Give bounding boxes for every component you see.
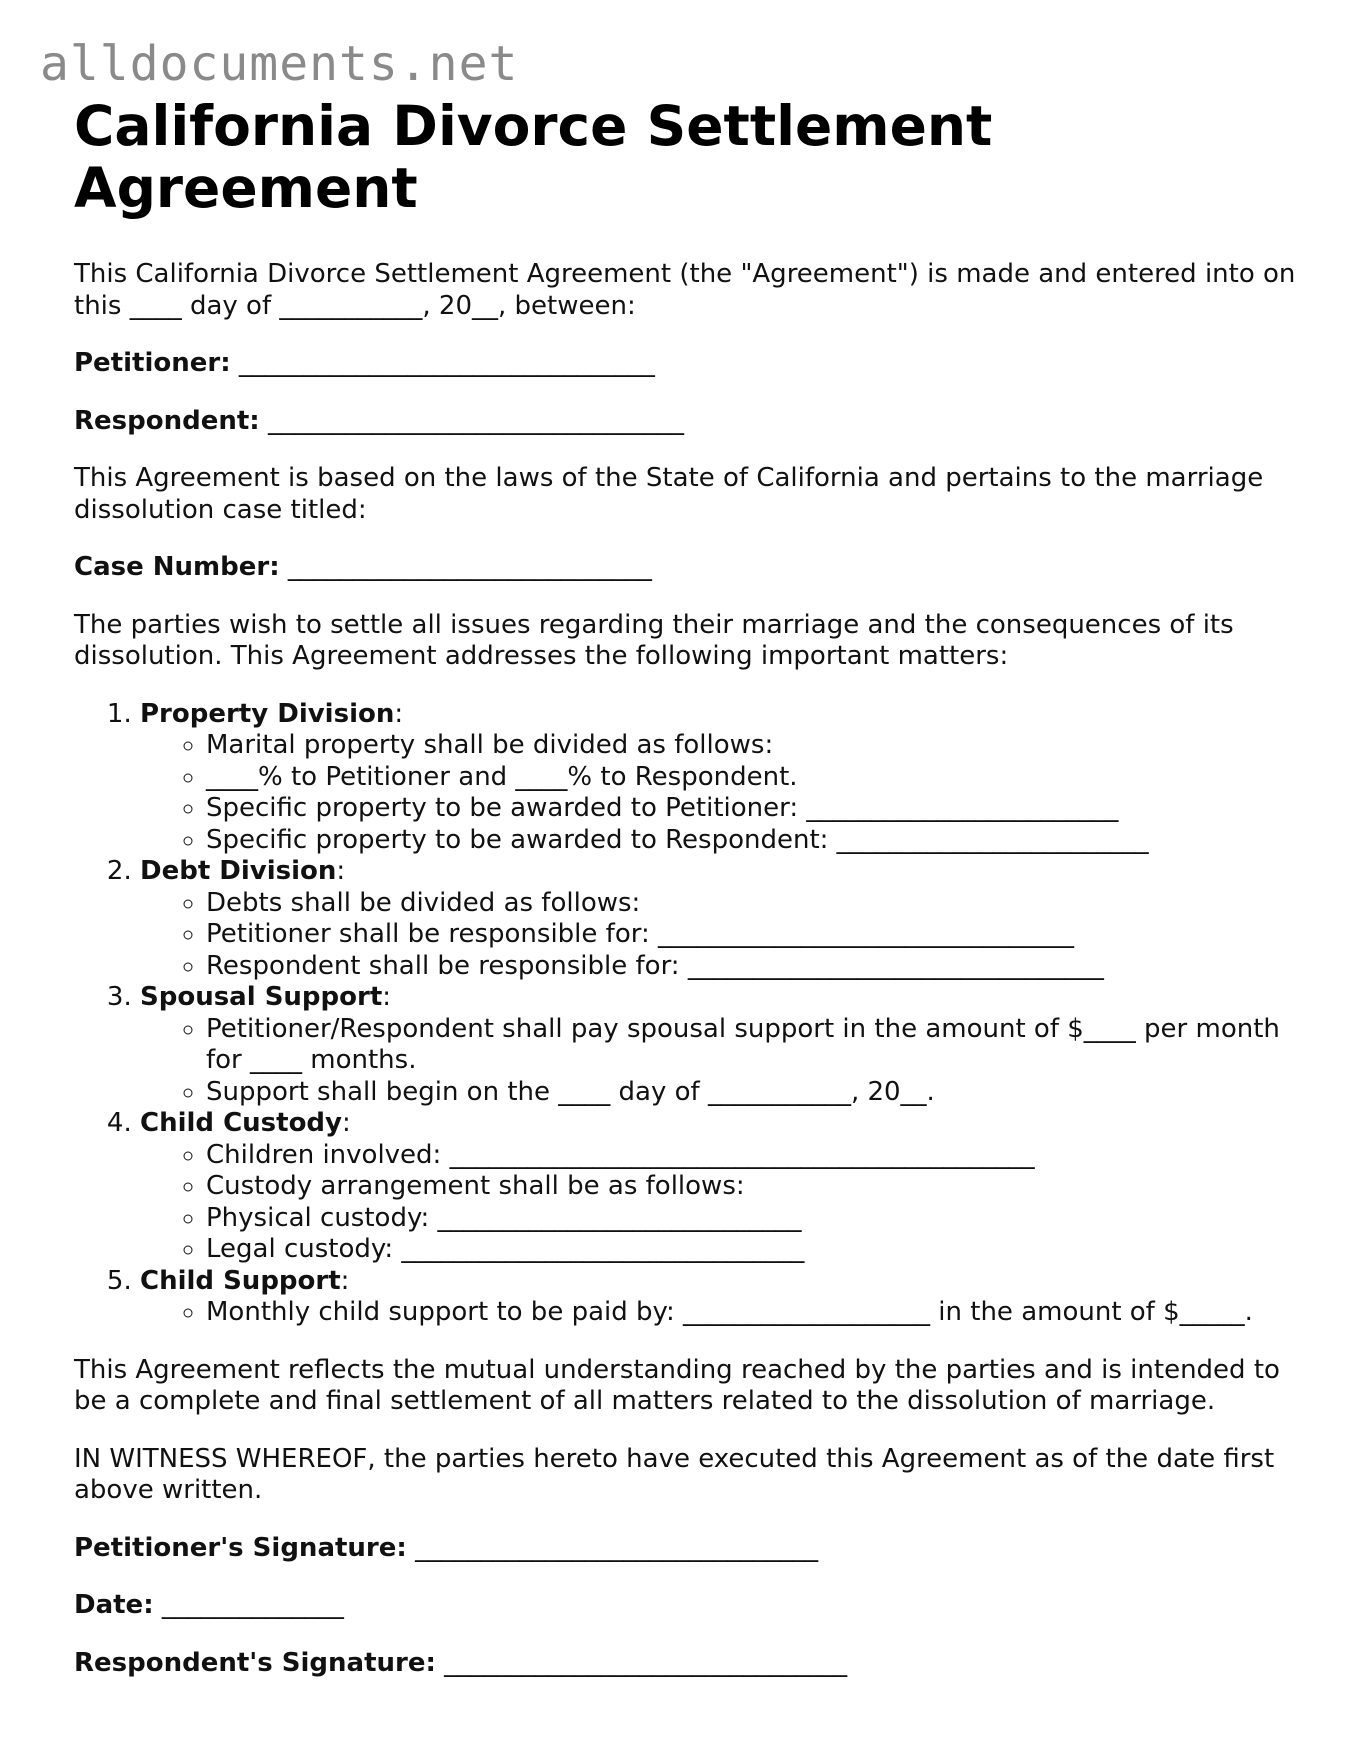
list-item: ◦ Petitioner/Respondent shall pay spousal support in the amount of $____ per month for ____ months. [206, 1014, 1304, 1077]
matters-paragraph: The parties wish to settle all issues regarding their marriage and the consequences of its dissolution. This Agreement addresses the following important matters: [74, 609, 1234, 671]
section-debt-division: 2. Debt Division: ◦ Debts shall be divided as follows: ◦ Petitioner shall be responsible for: ________________________________ ◦ Respondent shall be responsible for: ________________________________ [140, 856, 1304, 982]
section-items [140, 888, 1304, 983]
section-child-custody: 4. Child Custody: ◦ Children involved: _____________________________________________ ◦ Custody arrangement shall be as follows: ◦ Physical custody: ____________________________ ◦ Legal custody: _______________________________ [140, 1108, 1304, 1266]
petitioner-signature-blank: _______________________________ [415, 1532, 819, 1563]
section-items [140, 730, 1304, 856]
document-body [74, 95, 1304, 1679]
matters-list [74, 699, 1304, 1329]
section-child-support: 5. Child Support: ◦ Monthly child support to be paid by: ___________________ in the amount of $_____. [140, 1266, 1304, 1329]
list-item: ◦ Respondent shall be responsible for: ________________________________ [206, 951, 1304, 983]
section-title: Spousal Support [140, 982, 383, 1012]
list-item: ◦ Specific property to be awarded to Petitioner: ________________________ [206, 793, 1304, 825]
section-title: Child Support [140, 1265, 341, 1296]
case-number-blank: ____________________________ [287, 552, 652, 582]
section-items [140, 1014, 1304, 1109]
date-blank: ______________ [161, 1590, 344, 1620]
case-number-field [74, 552, 1304, 584]
list-item: ◦ Specific property to be awarded to Respondent: ________________________ [206, 825, 1304, 857]
list-item: ◦ Monthly child support to be paid by: ___________________ in the amount of $_____. [206, 1297, 1304, 1329]
respondent-signature-blank: _______________________________ [444, 1647, 848, 1678]
petitioner-blank: ________________________________ [238, 348, 655, 378]
list-item: ◦ Debts shall be divided as follows: [206, 888, 1304, 920]
list-item: ◦ Physical custody: ____________________________ [206, 1203, 1304, 1235]
list-item: ◦ Children involved: _____________________________________________ [206, 1140, 1304, 1172]
witness-paragraph: IN WITNESS WHEREOF, the parties hereto have executed this Agreement as of the date first above written. [74, 1443, 1275, 1505]
date-label: Date: [74, 1590, 154, 1620]
intro-paragraph: This California Divorce Settlement Agreement (the "Agreement") is made and entered into on this ____ day of ___________, 20__, between: [74, 259, 1296, 321]
respondent-field [74, 406, 1304, 438]
watermark: alldocuments.net [40, 36, 519, 92]
section-property-division: 1. Property Division: ◦ Marital property shall be divided as follows: ◦ ____% to Petitioner and ____% to Respondent. ◦ Specific property to be awarded to Petitioner: ________________________ ◦ Specific property to be awarded to Respondent: ________________________ [140, 699, 1304, 857]
respondent-blank: ________________________________ [267, 405, 684, 436]
list-item: ◦ Custody arrangement shall be as follows: [206, 1171, 1304, 1203]
list-item: ◦ Petitioner shall be responsible for: ________________________________ [206, 919, 1304, 951]
list-item: ◦ Marital property shall be divided as follows: [206, 730, 1304, 762]
list-item: ◦ Legal custody: _______________________________ [206, 1234, 1304, 1266]
document-title: California Divorce Settlement Agreement [74, 94, 993, 220]
petitioner-signature-field [74, 1533, 1304, 1565]
section-spousal-support: 3. Spousal Support: ◦ Petitioner/Respondent shall pay spousal support in the amount of $____ per month for ____ months. ◦ Support shall begin on the ____ day of ___________, 20__. [140, 982, 1304, 1108]
list-item: ◦ Support shall begin on the ____ day of ___________, 20__. [206, 1077, 1304, 1109]
date-field [74, 1590, 1304, 1622]
section-items [140, 1140, 1304, 1266]
closing-paragraph: This Agreement reflects the mutual understanding reached by the parties and is intended to be a complete and final settlement of all matters related to the dissolution of marriage. [74, 1354, 1280, 1416]
list-item: ◦ ____% to Petitioner and ____% to Respondent. [206, 762, 1304, 794]
case-number-label: Case Number: [74, 552, 280, 582]
petitioner-field [74, 348, 1304, 380]
laws-paragraph: This Agreement is based on the laws of the State of California and pertains to the marriage dissolution case titled: [74, 463, 1264, 525]
section-title: Debt Division [140, 856, 337, 886]
respondent-signature-field [74, 1648, 1304, 1680]
petitioner-signature-label: Petitioner's Signature: [74, 1532, 407, 1563]
section-items [140, 1297, 1304, 1329]
section-title: Child Custody [140, 1108, 342, 1138]
respondent-label: Respondent: [74, 405, 260, 436]
petitioner-label: Petitioner: [74, 348, 231, 378]
section-title: Property Division [140, 698, 395, 729]
respondent-signature-label: Respondent's Signature: [74, 1647, 436, 1678]
